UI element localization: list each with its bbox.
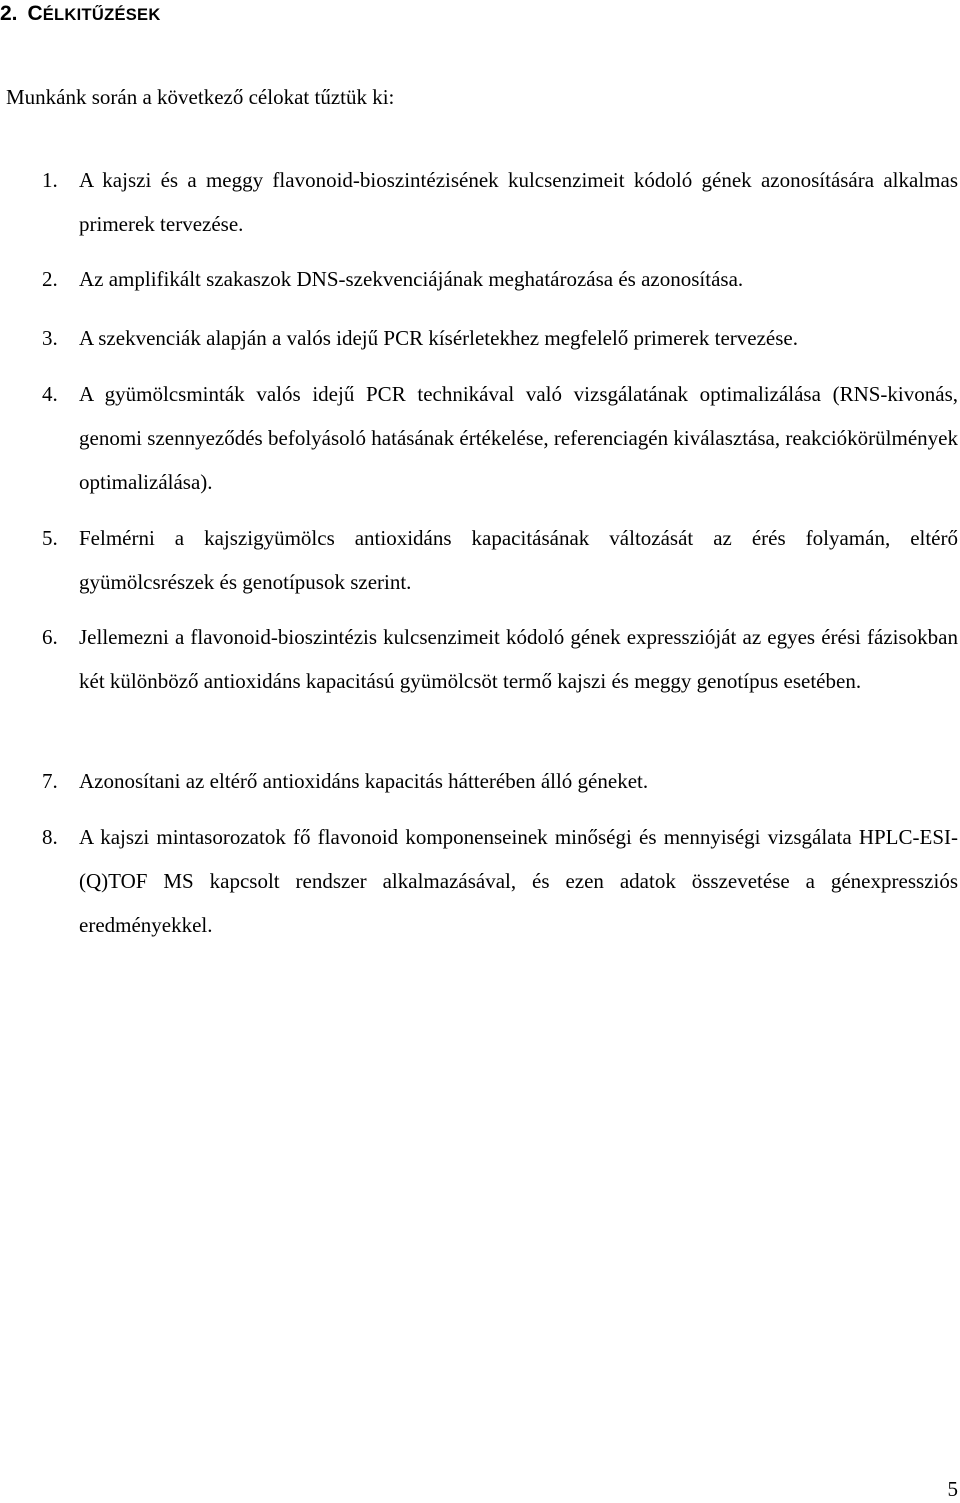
goal-text: A kajszi mintasorozatok fő flavonoid komponenseinek minőségi és mennyiségi vizsgálata HPLC-ESI-(Q)TOF MS kapcsolt rendszer alkalmazásával, és ezen adatok összevetése a génexpressziós eredményekkel. — [79, 825, 958, 937]
goal-number: 7. — [42, 769, 58, 793]
goal-number: 5. — [42, 526, 58, 550]
goal-number: 8. — [42, 825, 58, 849]
section-heading — [0, 0, 161, 29]
goal-text: A gyümölcsminták valós idejű PCR technikával való vizsgálatának optimalizálása (RNS-kivonás, genomi szennyeződés befolyásoló hatásának értékelése, referenciagén kiválasztása, reakciókörülmények optimalizálása). — [79, 382, 958, 494]
goal-text: Jellemezni a flavonoid-bioszintézis kulcsenzimeit kódoló gének expresszióját az egyes érési fázisokban két különböző antioxidáns kapacitású gyümölcsöt termő kajszi és meggy genotípus esetében. — [79, 625, 958, 693]
goal-number: 4. — [42, 382, 58, 406]
goal-number: 1. — [42, 168, 58, 192]
goal-number: 2. — [42, 267, 58, 291]
goal-number: 6. — [42, 625, 58, 649]
intro-paragraph: Munkánk során a következő célokat tűztük ki: — [6, 85, 395, 109]
page-number: 5 — [947, 1477, 958, 1501]
goal-text: Az amplifikált szakaszok DNS-szekvenciájának meghatározása és azonosítása. — [79, 267, 744, 291]
goal-text: Felmérni a kajszigyümölcs antioxidáns kapacitásának változását az érés folyamán, eltérő gyümölcsrészek és genotípusok szerint. — [79, 526, 958, 594]
goal-text: Azonosítani az eltérő antioxidáns kapacitás hátterében álló géneket. — [79, 769, 649, 793]
section-title-rest: ÉLKITŰZÉSEK — [42, 6, 161, 24]
goal-text: A szekvenciák alapján a valós idejű PCR kísérletekhez megfelelő primerek tervezése. — [79, 326, 798, 350]
section-title-initial: C — [27, 2, 43, 25]
goal-number: 3. — [42, 326, 58, 350]
goal-text: A kajszi és a meggy flavonoid-bioszintézisének kulcsenzimeit kódoló gének azonosítására alkalmas primerek tervezése. — [79, 168, 958, 236]
section-number: 2. — [0, 2, 18, 25]
